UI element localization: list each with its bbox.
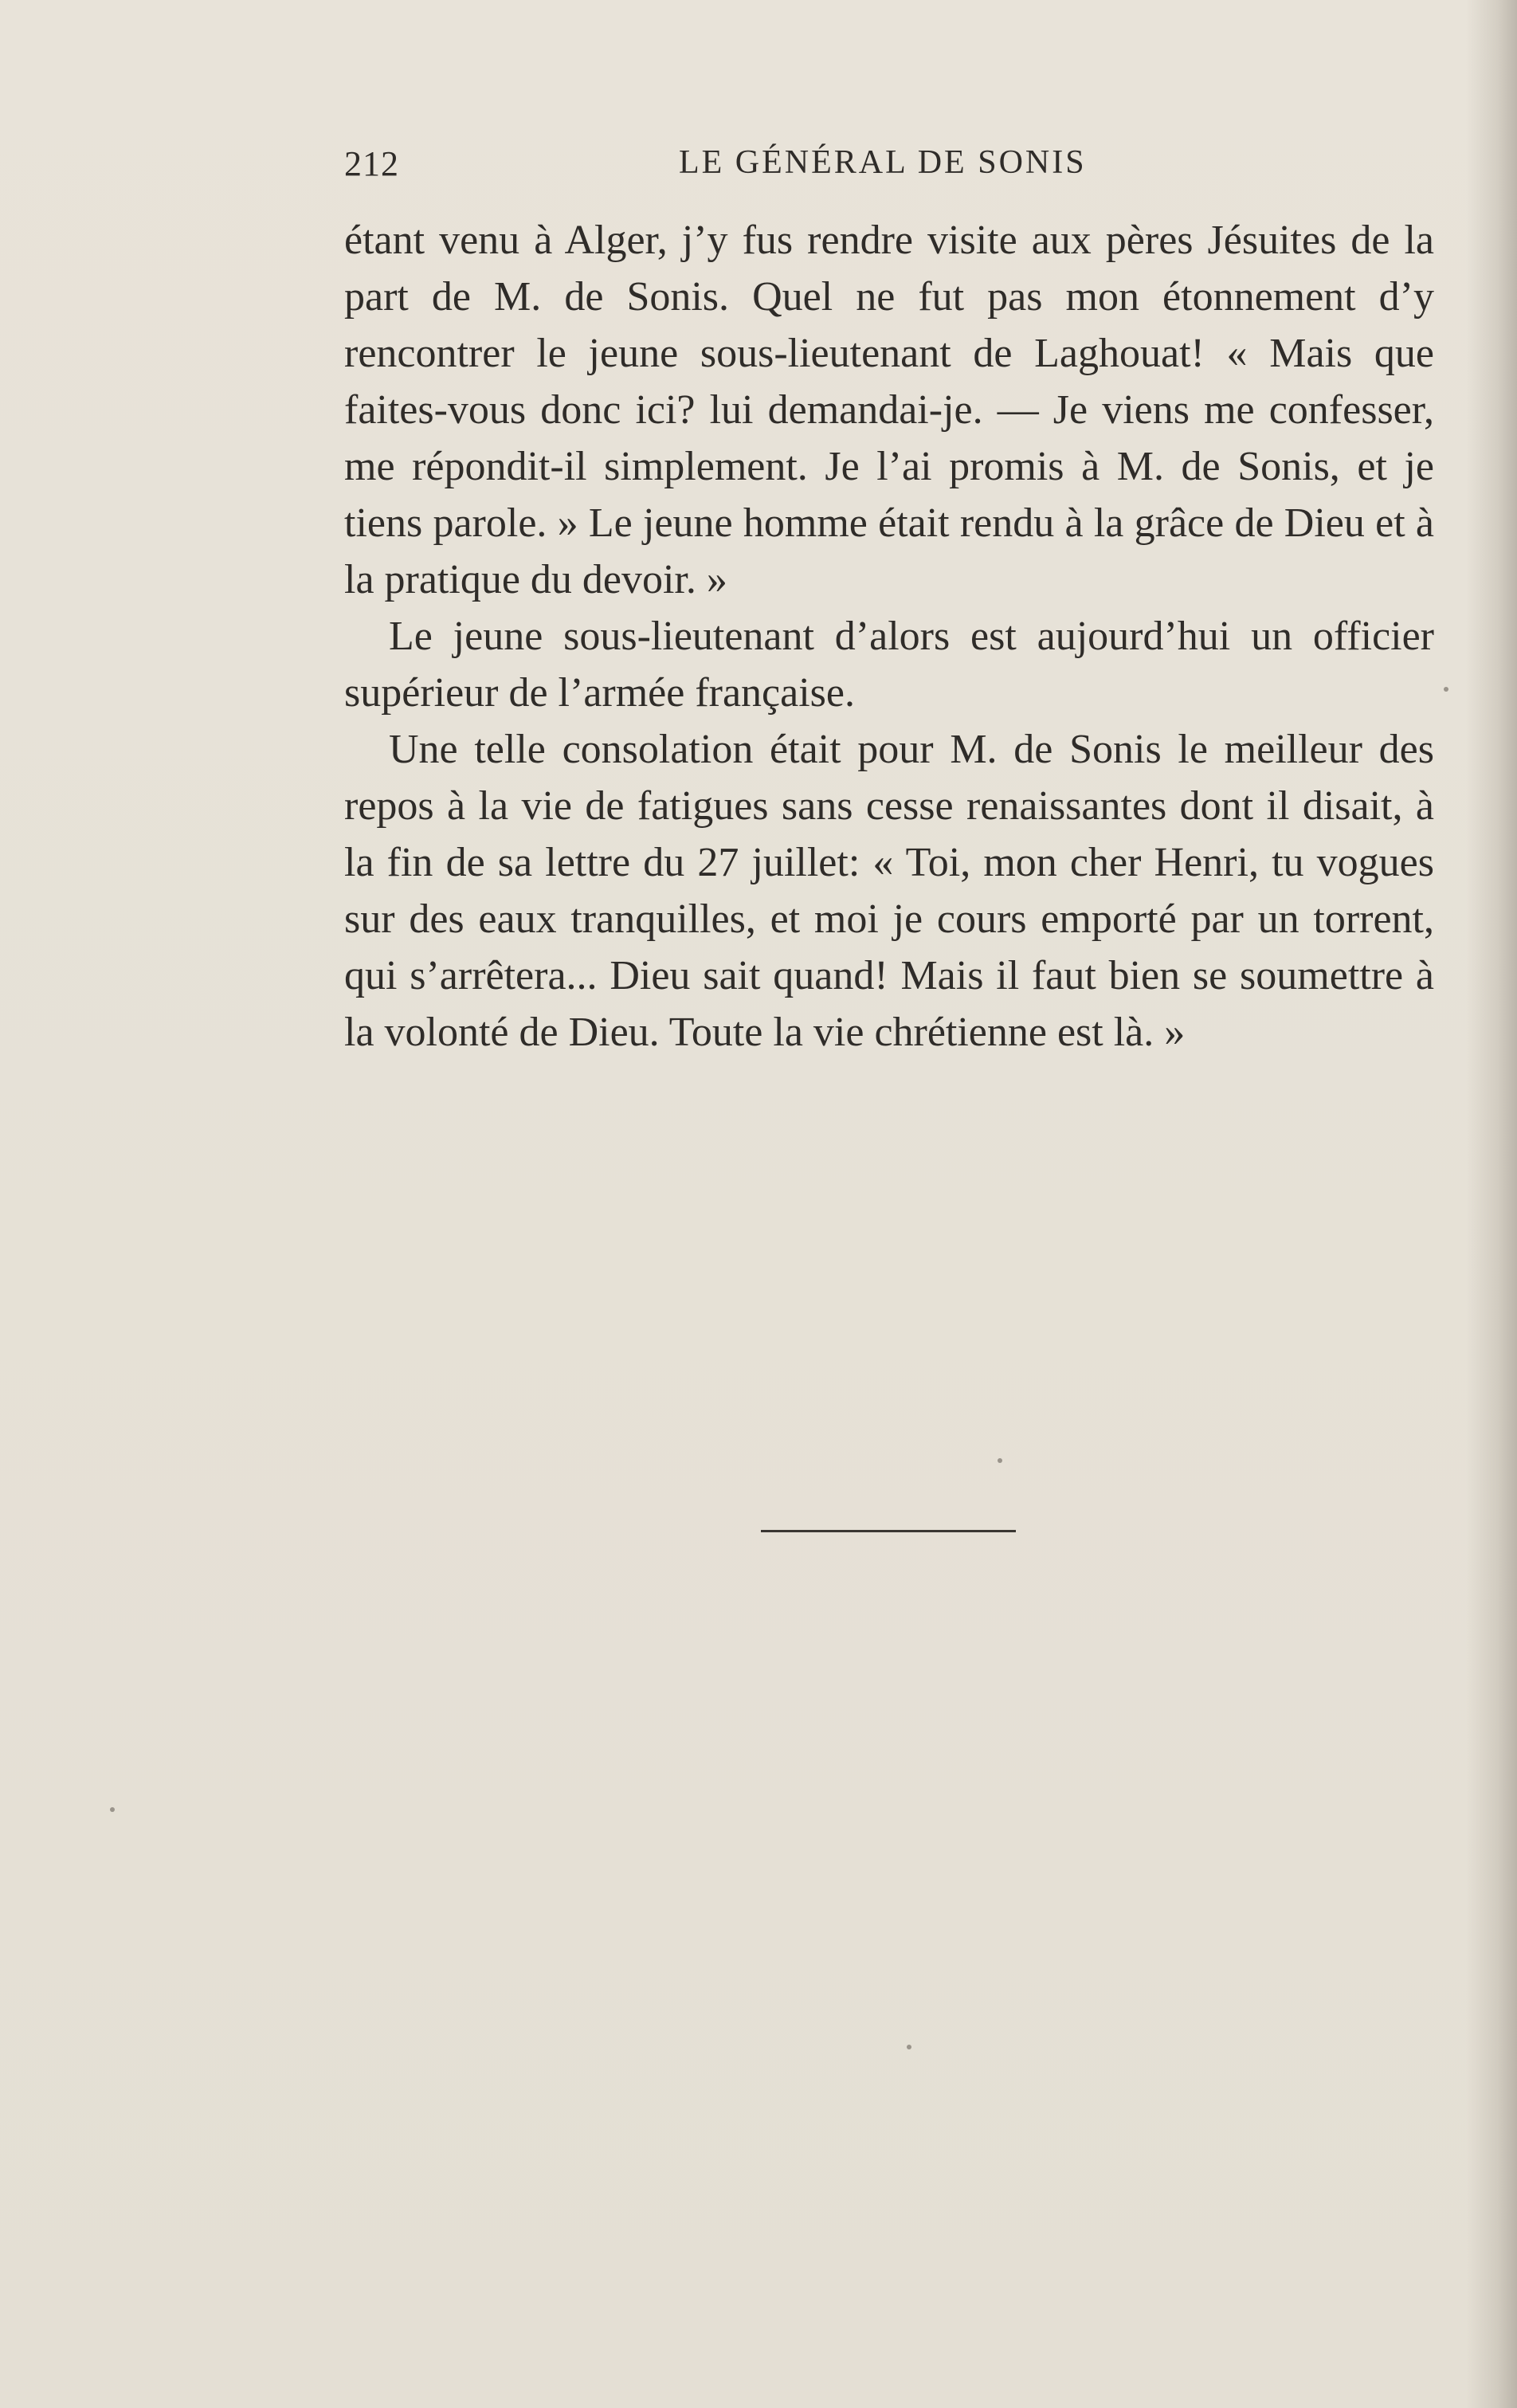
page-header (344, 143, 1434, 191)
paper-speck (998, 1458, 1002, 1463)
body-text (344, 212, 1434, 1061)
paper-speck (110, 1807, 115, 1812)
paragraph: Le jeune sous-lieutenant d’alors est aujourd’hui un officier supérieur de l’armée française. (344, 614, 1434, 716)
section-end-rule (761, 1530, 1016, 1532)
paragraph: Une telle consolation était pour M. de Sonis le meilleur des repos à la vie de fatigues sans cesse renaissantes dont il disait, à la fin de sa lettre du 27 juillet: « Toi, mon cher Henri, tu vogues sur des eaux tranquilles, et moi je cours emporté par un torrent, qui s’arrêtera... Dieu sait quand! Mais il faut bien se soumettre à la volonté de Dieu. Toute la vie chrétienne est là. » (344, 727, 1434, 1055)
page-number: 212 (344, 144, 399, 183)
paragraph-continuation: étant venu à Alger, j’y fus rendre visite aux pères Jésuites de la part de M. de Sonis. Quel ne fut pas mon étonnement d’y rencontrer le jeune sous-lieutenant de Laghouat! « Mais que faites-vous donc ici? lui demandai-je. — Je viens me confesser, me répondit-il simplement. Je l’ai promis à M. de Sonis, et je tiens parole. » Le jeune homme était rendu à la grâce de Dieu et à la pratique du devoir. » (344, 218, 1434, 602)
paper-speck (907, 2045, 911, 2049)
running-title: LE GÉNÉRAL DE SONIS (679, 144, 1087, 181)
paper-speck (1444, 687, 1448, 692)
